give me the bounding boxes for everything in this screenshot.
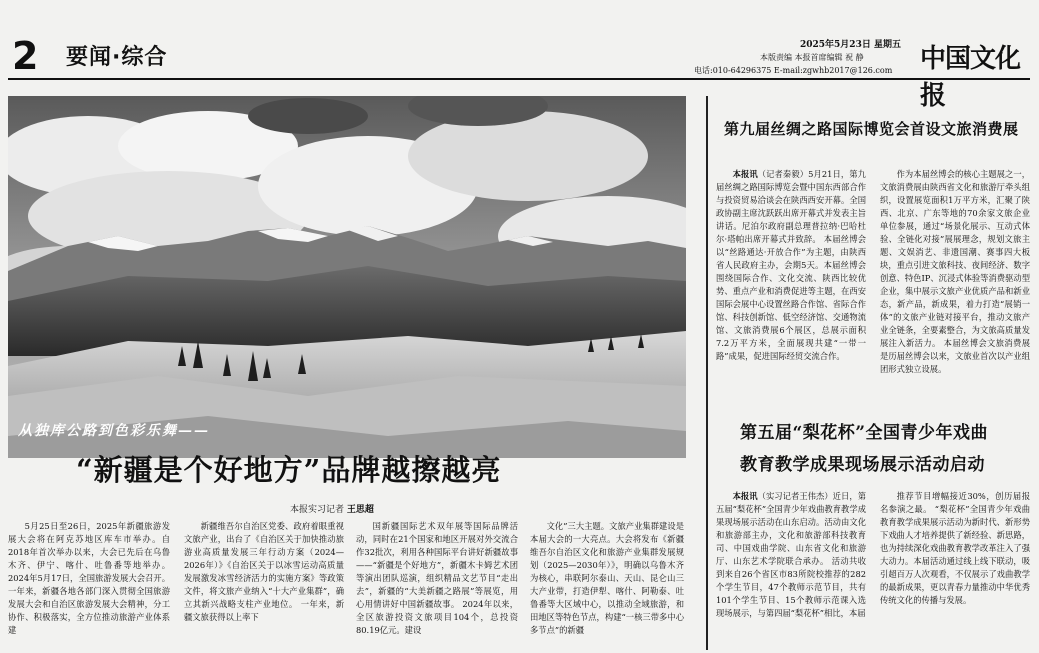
paragraph: 新疆维吾尔自治区党委、政府着眼重视文旅产业，出台了《自治区关于加快推动旅游业高质量发展三年行动方案（2024—2026年）》《自治区关于以冰雪运动高质量发展激发冰雪经济活力的实施方案》等政策文件，将文旅产业纳入“十大产业集群”，确立其新兴战略支柱产业地位。 一年来，新疆文旅获得以上率下 — [184, 521, 344, 622]
story1-column-2 — [880, 168, 1030, 400]
story-kicker: 从独库公路到色彩乐舞—— — [18, 423, 210, 439]
byline-name: 王思超 — [346, 505, 374, 515]
paragraph — [716, 168, 866, 363]
byline-prefix: 本报实习记者 — [290, 505, 345, 515]
issue-date: 2025年5月23日 星期五 — [800, 40, 901, 50]
contact-info: 电话:010-64296375 E-mail:zgwhb2017@126.com — [694, 66, 893, 75]
story1-headline: 第九届丝绸之路国际博览会首设文旅消费展 — [724, 120, 1019, 138]
main-story-column-4 — [530, 520, 684, 650]
story2-headline-line1: 第五届“梨花杯”全国青少年戏曲 — [740, 423, 989, 443]
main-story-column-1 — [8, 520, 170, 650]
story2-column-1 — [716, 490, 866, 650]
story1-column-1 — [716, 168, 866, 400]
main-story-column-3 — [356, 520, 518, 650]
header-rule — [8, 78, 1030, 80]
story2-text-a: （实习记者王伟杰）近日，第五届“梨花杯”全国青少年戏曲教育教学成果现场展示活动在山东启动。活动由文化和旅游部主办，文化和旅游部科技教育司、中国戏曲学院、山东省文化和旅游厅、山东艺术学院联合承办。 活动共收到来自26个省区市83所院校推荐的282个学生节目，47个教师示范节目，共有101个学生节目、15个教师示范课入选现场展示，与第四届“梨花杯”相比，本届 — [716, 491, 866, 618]
main-headline: “新疆是个好地方”品牌越擦越亮 — [76, 453, 502, 487]
dateline: 本报讯 — [732, 169, 758, 179]
paragraph — [716, 490, 866, 620]
paragraph: 国新疆国际艺术双年展等国际品牌活动，同时在21个国家和地区开展对外交流合作32批次，利用各种国际平台讲好新疆故事——“新疆是个好地方”，新疆木卡姆艺术团等演出团队巡演，组织精品文艺节目“走出去”，新疆的“大美新疆之路展”等展览，用心用情讲好中国新疆故事。 2024年以来，全区旅游投资文旅项目104个，总投资80.19亿元。建设 — [356, 521, 518, 635]
byline — [290, 502, 374, 515]
page-editor: 本版责编 本报首席编辑 祝 静 — [760, 53, 864, 62]
story1-text-a: （记者秦毅）5月21日，第九届丝绸之路国际博览会暨中国东西部合作与投资贸易洽谈会在陕西西安开幕。全国政协副主席沈跃跃出席开幕式并发表主旨讲话。尼泊尔政府副总理普拉纳·巴哈杜尔·塔帕出席开幕式并致辞。 本届丝博会以“丝路通达·开放合作”为主题，由陕西省人民政府主办，会期5天。本届丝博会围绕国际合作、文化交流、陕西比较优势、重点产业和消费促进等主题，在西安国际会展中心设置丝路合作馆、省际合作馆、科技创新馆、低空经济馆、交通物流馆、文旅消费展6个展区，总展示面积7.2万平方米，全面展现共建“一带一路”成果，促进国际经贸交流合作。 — [716, 169, 866, 361]
main-story-column-2 — [184, 520, 344, 650]
landscape-photo — [8, 96, 686, 458]
paragraph: 作为本届丝博会的核心主题展之一，文旅消费展由陕西省文化和旅游厅牵头组织，设置展览面积1万平方米，汇聚了陕西、北京、广东等地的70余家文旅企业单位参展，通过“场景化展示、互动式体验、全链化对接”展展理念，规划文旅主题、文娱消艺、非遗国潮、赛事四大板块，重点引进文旅科技、夜间经济、数字创意、特色IP、沉浸式体验等消费驱动型企业，集中展示文旅产业优质产品和新业态，新产品，新成果，着力打造“展销一体”的文旅产业链对接平台，推动文旅产业全链条，全要素整合，为文旅高质量发展注入新活力。 本届丝博会文旅消费展是历届丝博会以来，文旅业首次以产业组团形式独立设展。 — [880, 169, 1030, 374]
dateline: 本报讯 — [732, 491, 758, 501]
section-title: 要闻·综合 — [66, 45, 168, 70]
paragraph: 5月25日至26日，2025年新疆旅游发展大会将在阿克苏地区库车市举办。自2018年首次举办以来，大会已先后在乌鲁木齐、伊宁、喀什、吐鲁番等地举办。 2024年5月17日，全国旅游发展大会召开。一年来，新疆各地各部门深入贯彻全国旅游发展大会和自治区旅游发展大会精神，分工协作、积极落实，全方位推动旅游产业体系建 — [8, 521, 170, 635]
newspaper-masthead: 中国文化报 — [920, 44, 1021, 111]
story2-column-2 — [880, 490, 1030, 650]
paragraph: 文化”三大主题。文旅产业集群建设是本届大会的一大亮点。大会将发布《新疆维吾尔自治区文化和旅游产业集群发展规划（2025—2030年）》，明确以乌鲁木齐为核心，串联阿尔泰山、天山、昆仑山三大产业带，打造伊犁、喀什、阿勒泰、吐鲁番等大区域中心，以推动全域旅游，和田地区等特色节点，构建“一核三带多中心多节点”的新疆 — [530, 521, 684, 635]
mountain-photo-graphic — [8, 96, 686, 458]
paragraph: 推荐节目增幅接近30%，创历届报名参演之最。 “梨花杯”全国青少年戏曲教育教学成果展示活动为新时代、新形势下戏曲人才培养提供了新经验、新思路，也为持续深化戏曲教育教学改革注入了强大动力。本届活动通过线上线下联动，吸引超百万人次观看，不仅展示了戏曲教学的最新成果，更以青春力量推动中华优秀传统文化的传播与发展。 — [880, 491, 1030, 605]
story2-headline-line2: 教育教学成果现场展示活动启动 — [740, 455, 985, 475]
page-number: 2 — [12, 34, 39, 78]
column-divider — [706, 96, 708, 650]
